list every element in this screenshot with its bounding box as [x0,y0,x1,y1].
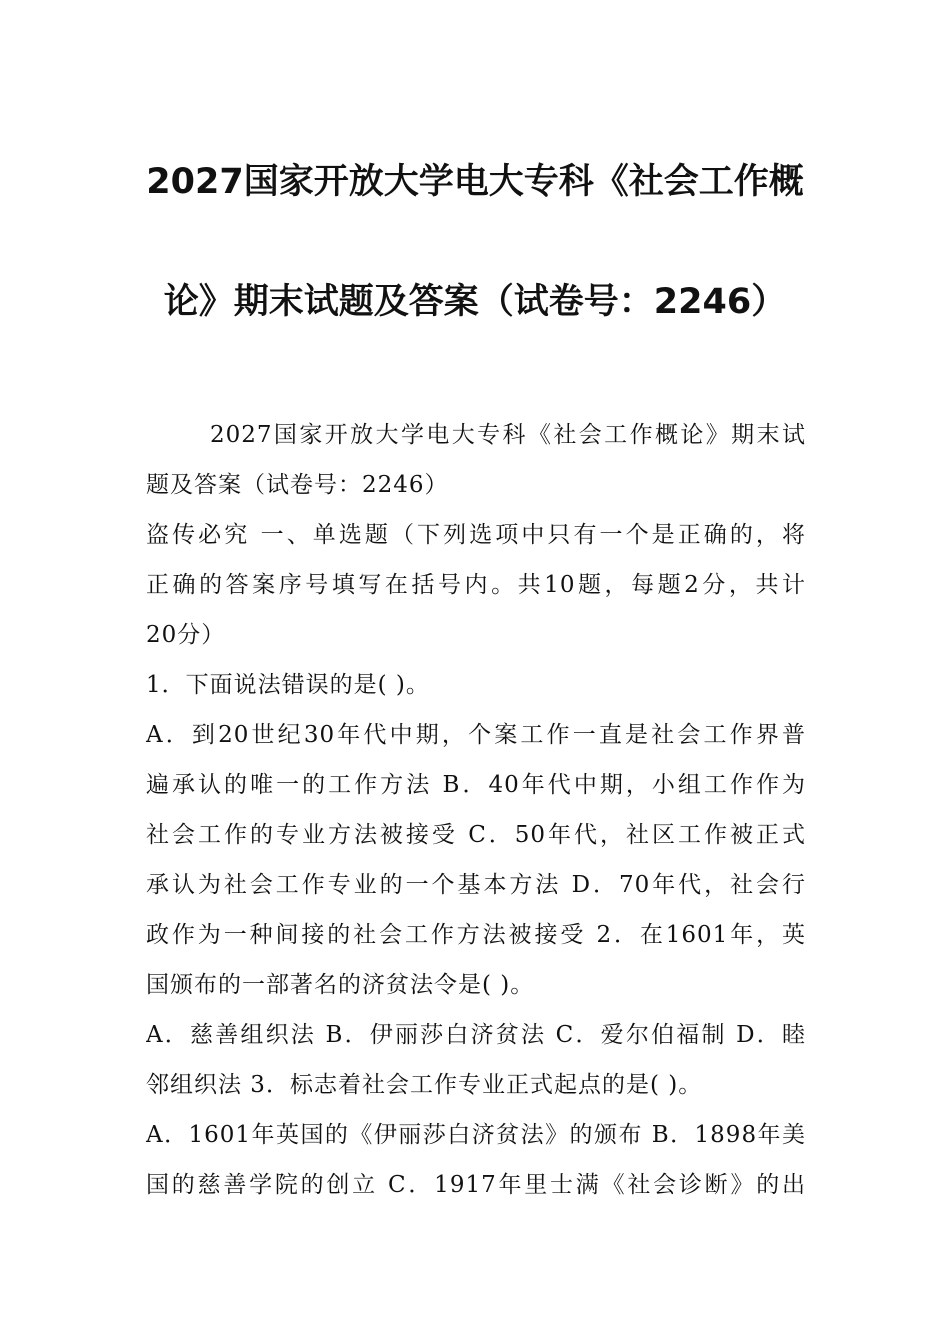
body-line: 题及答案（试卷号：2246） [146,472,449,498]
document-title-line-2: 论》期末试题及答案（试卷号：2246） [163,282,787,322]
body-line: A．慈善组织法 B．伊丽莎白济贫法 C．爱尔伯福制 D．睦 [146,1022,806,1048]
body-line: 2027国家开放大学电大专科《社会工作概论》期末试 [210,422,806,448]
body-line: 20分） [146,622,226,648]
body-line: 国的慈善学院的创立 C．1917年里士满《社会诊断》的出 [146,1172,806,1198]
body-line: 正确的答案序号填写在括号内。共10题，每题2分，共计 [146,572,806,598]
body-line: 盗传必究 一、单选题（下列选项中只有一个是正确的，将 [146,522,806,548]
body-line: 邻组织法 3．标志着社会工作专业正式起点的是( )。 [146,1072,703,1098]
body-line: 承认为社会工作专业的一个基本方法 D．70年代，社会行 [146,872,806,898]
body-line: 遍承认的唯一的工作方法 B．40年代中期，小组工作作为 [146,772,806,798]
body-line: 政作为一种间接的社会工作方法被接受 2．在1601年，英 [146,922,806,948]
body-line: 社会工作的专业方法被接受 C．50年代，社区工作被正式 [146,822,806,848]
body-line: 1．下面说法错误的是( )。 [146,672,430,698]
body-line: 国颁布的一部著名的济贫法令是( )。 [146,972,535,998]
body-line: A．到20世纪30年代中期，个案工作一直是社会工作界普 [146,722,806,748]
document-body [146,410,806,1210]
document-title-line-1: 2027国家开放大学电大专科《社会工作概 [146,162,804,202]
body-line: A．1601年英国的《伊丽莎白济贫法》的颁布 B．1898年美 [146,1122,806,1148]
